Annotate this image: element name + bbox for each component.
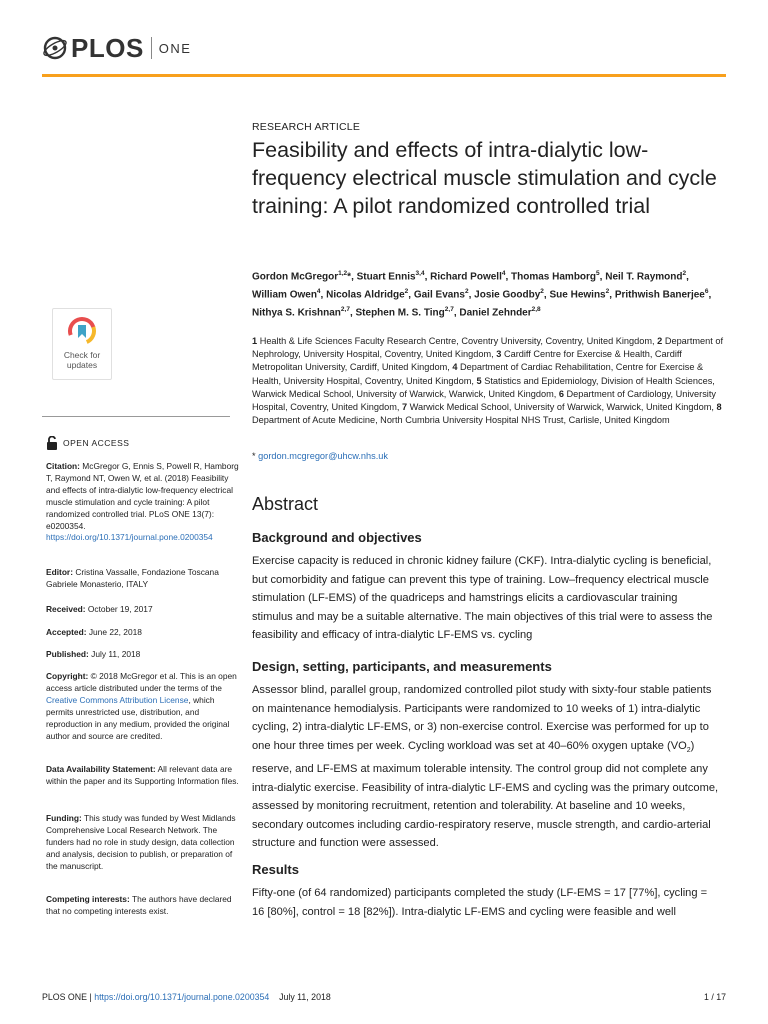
cc-license-link[interactable]: Creative Commons Attribution License bbox=[46, 694, 189, 705]
published-date: July 11, 2018 bbox=[91, 649, 141, 659]
published-label: Published: bbox=[46, 649, 89, 659]
affiliation-number: 5 bbox=[476, 375, 482, 386]
author-affiliation-sup: 2 bbox=[464, 287, 469, 295]
data-availability-text: All relevant data are within the paper and its Supporting Information files. bbox=[46, 764, 239, 786]
author-name: Prithwish Banerjee bbox=[614, 289, 705, 301]
author-name: Thomas Hamborg bbox=[511, 271, 597, 283]
affiliation-number: 8 bbox=[716, 402, 722, 413]
editor-label: Editor: bbox=[46, 567, 73, 577]
footer-doi-link[interactable]: https://doi.org/10.1371/journal.pone.0200354 bbox=[94, 992, 270, 1002]
open-lock-icon bbox=[46, 436, 58, 450]
author-affiliation-sup: 1,2 bbox=[338, 270, 348, 277]
author-list: Gordon McGregor$^{1,2}$*, Stuart Ennis$^{3,4}$, Richard Powell$^4$, Thomas Hamborg$^5$, Neil T. Raymond$^2$, William Owen$^4$, Nicolas Aldridge$^2$, Gail Evans$^2$, Josie Goodby$^2$, Sue Hewins$^2$, Prithwish Banerjee$^6$, Nithya S. Krishnan$^{2,7}$, Stephen M. S. Ting$^{2,7}$, Daniel Zehnder$^{2,8}$ bbox=[252, 270, 712, 318]
editor-text: Cristina Vassalle, Fondazione Toscana Gabriele Monasterio, ITALY bbox=[46, 567, 219, 589]
design-paragraph bbox=[252, 681, 720, 853]
header-accent-rule bbox=[42, 74, 726, 77]
page-number: 1 / 17 bbox=[703, 992, 726, 1002]
article-title: Feasibility and effects of intra-dialytic low-frequency electrical muscle stimulation and cycle training: A pilot randomized controlled trial bbox=[252, 138, 717, 218]
author-corresponding-mark: * bbox=[347, 271, 352, 283]
affiliation-list bbox=[252, 335, 727, 427]
received-block bbox=[46, 604, 241, 616]
data-availability-block bbox=[46, 764, 241, 788]
affiliation-number: 7 bbox=[401, 402, 408, 413]
author-affiliation-sup: 4 bbox=[501, 270, 506, 277]
author-name: Josie Goodby bbox=[474, 289, 541, 301]
funding-text: This study was funded by West Midlands Comprehensive Local Research Network. The funders had no role in study design, data collection and analysis, decision to publish, or preparation of the manuscript. bbox=[46, 813, 236, 871]
author-affiliation-sup: 2 bbox=[605, 287, 610, 295]
author-name: Neil T. Raymond bbox=[605, 271, 683, 283]
abstract-heading: Abstract bbox=[252, 494, 319, 514]
accepted-date: June 22, 2018 bbox=[88, 627, 142, 637]
author-name: Sue Hewins bbox=[549, 289, 606, 301]
design-subscript: 2 bbox=[686, 746, 691, 754]
affiliation-text: Department of Cardiology, University Hospital, Coventry, United Kingdom, bbox=[252, 388, 716, 413]
author-affiliation-sup: 2 bbox=[682, 270, 687, 277]
footer-journal: PLOS ONE bbox=[42, 992, 87, 1002]
received-date: October 19, 2017 bbox=[87, 604, 153, 614]
funding-block bbox=[46, 813, 241, 873]
citation-doi-link[interactable]: https://doi.org/10.1371/journal.pone.0200354 bbox=[46, 532, 213, 543]
copyright-text: © 2018 McGregor et al. This is an open access article distributed under the terms of the bbox=[46, 671, 237, 693]
author-affiliation-sup: 2 bbox=[540, 287, 544, 295]
affiliation-text: Health & Life Sciences Faculty Research Centre, Coventry University, Coventry, United Kingdom, bbox=[259, 336, 655, 346]
author-affiliation-sup: 5 bbox=[596, 270, 600, 277]
received-label: Received: bbox=[46, 604, 86, 614]
author-affiliation-sup: 3,4 bbox=[415, 270, 425, 277]
sidebar-divider bbox=[42, 416, 230, 417]
author-name: Stuart Ennis bbox=[356, 271, 416, 283]
editor-block bbox=[46, 567, 241, 591]
affiliation-number: 3 bbox=[496, 349, 502, 360]
logo-divider bbox=[151, 37, 152, 59]
design-text-a: Assessor blind, parallel group, randomized controlled pilot study with sixty-four stable patients on maintenance hemodialysis. Participants were randomized to 10 weeks of 1) intra-dialytic cycling, 2) intra-dialytic LF-EMS, or 3) non-exercise control. Exercise was performed for up to one hour three times per week. Cycling workload was set at 40–60% oxygen uptake (VO bbox=[252, 684, 712, 752]
copyright-text-rest: , which permits unrestricted use, distribution, and reproduction in any medium, provided the original author and source are credited. bbox=[46, 694, 230, 741]
footer-citation bbox=[42, 992, 331, 1002]
author-name: William Owen bbox=[252, 289, 317, 301]
plos-globe-icon bbox=[42, 35, 68, 61]
author-name: Nicolas Aldridge bbox=[326, 289, 405, 301]
plos-wordmark: PLOS bbox=[71, 32, 144, 63]
affiliation-number: 6 bbox=[558, 388, 564, 399]
affiliation-number: 4 bbox=[452, 362, 458, 373]
affiliation-text: Department of Nephrology, University Hospital, Coventry, United Kingdom, bbox=[252, 336, 724, 360]
author-name: Stephen M. S. Ting bbox=[355, 306, 445, 318]
affiliation-number: 2 bbox=[657, 336, 663, 346]
author-name: Gail Evans bbox=[413, 289, 465, 301]
author-affiliation-sup: 2,7 bbox=[444, 305, 454, 313]
copyright-block bbox=[46, 671, 241, 742]
citation-label: Citation: bbox=[46, 461, 80, 471]
design-text-b: ) reserve, and LF-EMS at maximum tolerable intensity. The control group did not complete any intra-dialytic exercise. Feasibility of intra-dialytic LF-EMS and cycling was the primary outcome, assessed by monitoring recruitment, retention and tolerability. At baseline and 10 weeks, secondary outcomes including cardio-respiratory reserve, muscle strength, and cardio-arterial structure and function were assessed. bbox=[252, 739, 719, 850]
author-name: Gordon McGregor bbox=[252, 271, 339, 283]
citation-block bbox=[46, 461, 241, 544]
corresponding-email bbox=[252, 451, 388, 461]
affiliation-number: 1 bbox=[252, 336, 258, 346]
check-for-updates-label: Check for updates bbox=[63, 350, 101, 370]
results-heading: Results bbox=[252, 862, 299, 877]
accepted-label: Accepted: bbox=[46, 627, 87, 637]
background-heading: Background and objectives bbox=[252, 530, 422, 545]
competing-interests-block bbox=[46, 894, 241, 918]
author-name: Richard Powell bbox=[430, 271, 502, 283]
affiliation-text: Cardiff Centre for Exercise & Health, Cardiff Metropolitan University, Cardiff, United Kingdom, bbox=[252, 349, 682, 373]
affiliation-text: Department of Acute Medicine, North Cumbria University Hospital NHS Trust, Carlisle, United Kingdom bbox=[252, 415, 670, 426]
plos-logo[interactable] bbox=[42, 33, 191, 63]
competing-interests-label: Competing interests: bbox=[46, 894, 130, 904]
author-name: Daniel Zehnder bbox=[459, 306, 532, 318]
affiliation-text: Warwick Medical School, University of Warwick, Warwick, United Kingdom, bbox=[409, 402, 714, 413]
funding-label: Funding: bbox=[46, 813, 82, 823]
design-heading: Design, setting, participants, and measurements bbox=[252, 659, 552, 674]
author-affiliation-sup: 6 bbox=[704, 287, 709, 295]
crossmark-icon bbox=[67, 316, 97, 346]
author-name: Nithya S. Krishnan bbox=[252, 306, 341, 318]
published-block bbox=[46, 649, 241, 661]
competing-interests-text: The authors have declared that no competing interests exist. bbox=[46, 894, 232, 916]
data-availability-label: Data Availability Statement: bbox=[46, 764, 156, 774]
affiliation-text: Statistics and Epidemiology, Division of Health Sciences, Warwick Medical School, University of Warwick, Warwick, United Kingdom, bbox=[252, 375, 715, 399]
open-access-label: OPEN ACCESS bbox=[63, 438, 130, 448]
check-for-updates-badge[interactable] bbox=[52, 308, 112, 380]
footer-date: July 11, 2018 bbox=[279, 992, 331, 1002]
open-access-badge bbox=[46, 436, 129, 450]
email-link[interactable]: gordon.mcgregor@uhcw.nhs.uk bbox=[258, 451, 388, 461]
results-paragraph: Fifty-one (of 64 randomized) participants completed the study (LF-EMS = 17 [77%], cycling = 16 [80%], control = 18 [82%]). Intra-dialytic LF-EMS and cycling were feasible and well bbox=[252, 887, 708, 918]
accepted-block bbox=[46, 627, 241, 639]
author-affiliation-sup: 4 bbox=[316, 287, 321, 295]
background-paragraph: Exercise capacity is reduced in chronic kidney failure (CKF). Intra-dialytic cycling is beneficial, but comorbidity and fatigue can prevent this type of training. Low–frequency electrical muscle stimulation (LF-EMS) of the quadriceps and hamstrings elicits a cardiovascular training stimulus and may be a suitable alternative. The main objectives of this trial were to assess the feasibility and efficacy of intra-dialytic LF-EMS vs. cycling bbox=[252, 555, 713, 641]
affiliation-text: Department of Cardiac Rehabilitation, Centre for Exercise & Health, University Hospital, Coventry, United Kingdom, bbox=[252, 362, 704, 386]
author-affiliation-sup: 2,7 bbox=[340, 305, 350, 313]
corresponding-mark: * bbox=[252, 451, 256, 461]
footer-separator: | bbox=[89, 992, 92, 1002]
article-type: RESEARCH ARTICLE bbox=[252, 121, 361, 133]
journal-name: ONE bbox=[158, 40, 192, 56]
copyright-label: Copyright: bbox=[46, 671, 89, 681]
author-affiliation-sup: 2,8 bbox=[531, 305, 541, 313]
citation-text: McGregor G, Ennis S, Powell R, Hamborg T, Raymond NT, Owen W, et al. (2018) Feasibility and effects of intra-dialytic low-frequency electrical muscle stimulation and cycle training: A pilot randomized controlled trial. PLoS ONE 13(7): e0200354. bbox=[46, 461, 239, 531]
author-affiliation-sup: 2 bbox=[404, 287, 409, 295]
